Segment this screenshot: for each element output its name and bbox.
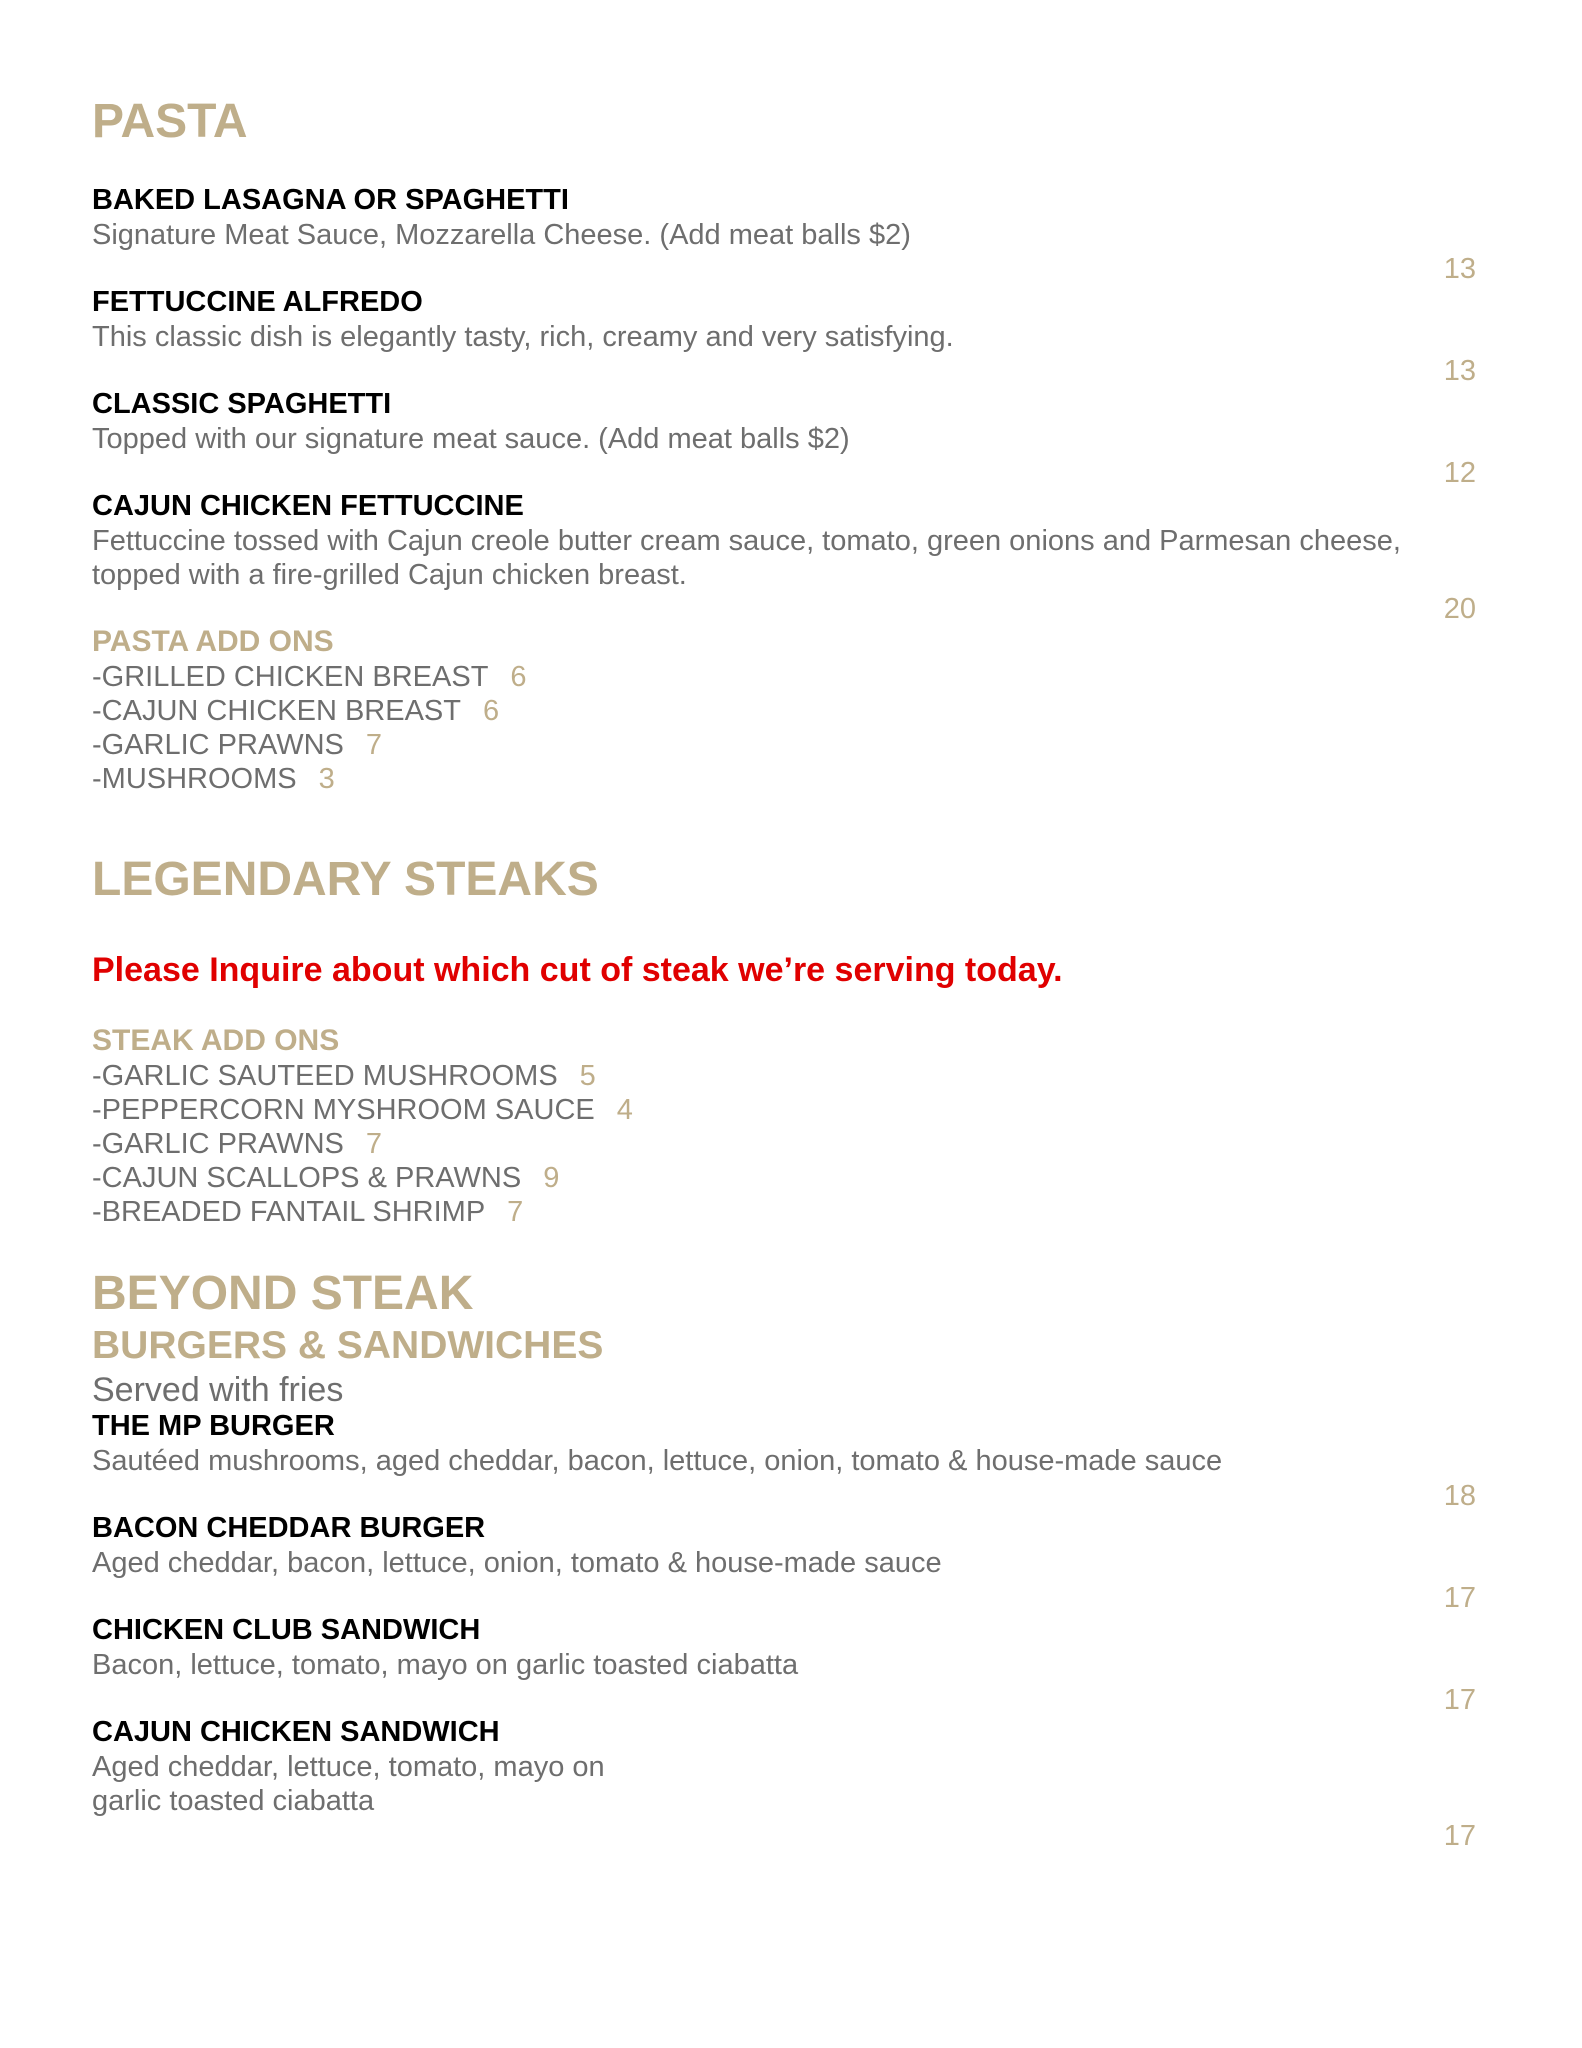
item-name: CLASSIC SPAGHETTI — [92, 388, 392, 420]
section-subtitle: BURGERS & SANDWICHES — [92, 1324, 604, 1367]
item-price: 20 — [1443, 593, 1476, 625]
item-price: 17 — [1443, 1820, 1476, 1852]
addon-price: 6 — [483, 695, 500, 727]
item-name: CAJUN CHICKEN FETTUCCINE — [92, 490, 524, 522]
item-description: Signature Meat Sauce, Mozzarella Cheese. (Add meat balls $2) — [92, 219, 911, 251]
addon-label: -GARLIC PRAWNS — [92, 729, 344, 761]
addon-price: 7 — [507, 1196, 524, 1228]
addon-price: 3 — [318, 763, 335, 795]
addon-item — [92, 1096, 633, 1125]
item-price: 18 — [1443, 1480, 1476, 1512]
addon-item — [92, 1198, 523, 1227]
addon-price: 4 — [616, 1094, 633, 1126]
addon-label: -CAJUN CHICKEN BREAST — [92, 695, 461, 727]
addon-item — [92, 1164, 559, 1193]
addon-label: -CAJUN SCALLOPS & PRAWNS — [92, 1162, 522, 1194]
addons-title: STEAK ADD ONS — [92, 1024, 340, 1057]
item-name: THE MP BURGER — [92, 1410, 335, 1442]
addon-label: -BREADED FANTAIL SHRIMP — [92, 1196, 486, 1228]
addon-item — [92, 765, 335, 794]
item-description: Topped with our signature meat sauce. (Add meat balls $2) — [92, 423, 850, 455]
item-price: 12 — [1443, 457, 1476, 489]
addon-label: -GARLIC SAUTEED MUSHROOMS — [92, 1060, 558, 1092]
addon-price: 9 — [543, 1162, 560, 1194]
item-description: Fettuccine tossed with Cajun creole butter cream sauce, tomato, green onions and Parmesan cheese, — [92, 525, 1401, 557]
item-description: garlic toasted ciabatta — [92, 1785, 375, 1817]
item-description: topped with a fire-grilled Cajun chicken breast. — [92, 559, 687, 591]
addon-label: -GRILLED CHICKEN BREAST — [92, 661, 489, 693]
item-price: 17 — [1443, 1582, 1476, 1614]
addon-item — [92, 731, 382, 760]
item-price: 13 — [1443, 355, 1476, 387]
addon-price: 6 — [510, 661, 527, 693]
section-title-beyond-steak: BEYOND STEAK — [92, 1267, 474, 1320]
addon-price: 5 — [579, 1060, 596, 1092]
addon-price: 7 — [365, 729, 383, 761]
item-description: Aged cheddar, lettuce, tomato, mayo on — [92, 1751, 605, 1783]
section-title-pasta: PASTA — [92, 95, 248, 148]
addon-item — [92, 697, 499, 726]
addon-item — [92, 663, 527, 692]
item-description: This classic dish is elegantly tasty, rich, creamy and very satisfying. — [92, 321, 954, 353]
addon-label: -MUSHROOMS — [92, 763, 297, 795]
served-note: Served with fries — [92, 1371, 344, 1409]
addon-label: -GARLIC PRAWNS — [92, 1128, 344, 1160]
item-name: CAJUN CHICKEN SANDWICH — [92, 1716, 500, 1748]
item-price: 13 — [1443, 253, 1476, 285]
item-name: BAKED LASAGNA OR SPAGHETTI — [92, 184, 569, 216]
item-name: CHICKEN CLUB SANDWICH — [92, 1614, 481, 1646]
addon-item — [92, 1130, 382, 1159]
addon-item — [92, 1062, 596, 1091]
item-description: Sautéed mushrooms, aged cheddar, bacon, lettuce, onion, tomato & house-made sauce — [92, 1445, 1223, 1477]
addons-title: PASTA ADD ONS — [92, 625, 334, 658]
addon-label: -PEPPERCORN MYSHROOM SAUCE — [92, 1094, 595, 1126]
item-description: Aged cheddar, bacon, lettuce, onion, tomato & house-made sauce — [92, 1547, 942, 1579]
item-description: Bacon, lettuce, tomato, mayo on garlic toasted ciabatta — [92, 1649, 799, 1681]
item-price: 17 — [1443, 1684, 1476, 1716]
item-name: BACON CHEDDAR BURGER — [92, 1512, 486, 1544]
item-name: FETTUCCINE ALFREDO — [92, 286, 423, 318]
steak-notice: Please Inquire about which cut of steak we’re serving today. — [92, 951, 1063, 989]
section-title-steaks: LEGENDARY STEAKS — [92, 853, 599, 906]
addon-price: 7 — [365, 1128, 383, 1160]
